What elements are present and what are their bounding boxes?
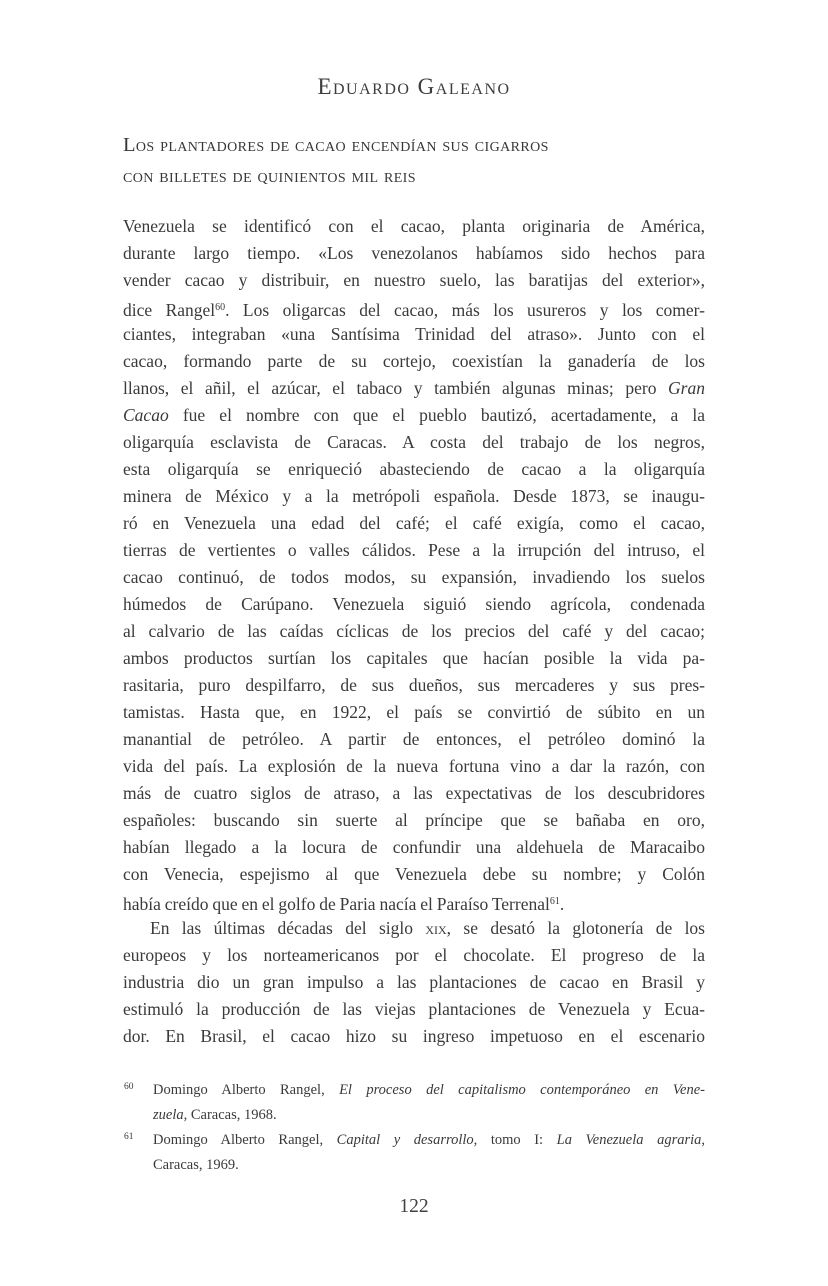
footnotes [123,1078,705,1178]
text-segment: , tomo I: [473,1132,557,1148]
text-line [123,429,705,456]
text-segment: . Los oligarcas del cacao, más los usureros y los comer- [225,300,705,320]
text-line [153,1128,705,1153]
footnote-reference: 60 [215,302,226,313]
text-segment: Caracas, 1969. [153,1157,239,1173]
text-segment: rasitaria, puro despilfarro, de sus dueños, sus mercaderes y sus pres- [123,675,705,695]
section-title [123,130,723,192]
text-segment: vender cacao y distribuir, en nuestro suelo, las baratijas del exterior», [123,270,705,290]
text-line [123,888,705,915]
text-segment: industria dio un gran impulso a las plantaciones de cacao en Brasil y [123,972,705,992]
paragraph [123,213,705,915]
text-line [123,456,705,483]
page-number: 122 [399,1196,429,1217]
text-line [153,1153,705,1178]
text-segment: Capital y desarrollo [336,1132,474,1148]
text-segment: El proceso del capitalismo contemporáneo en Vene- [339,1082,705,1098]
footnote-item [123,1128,705,1178]
text-line [123,294,705,321]
text-line [123,645,705,672]
text-segment: más de cuatro siglos de atraso, a las expectativas de los descubridores [123,783,705,803]
text-segment: ambos productos surtían los capitales que hacían posible la vida pa- [123,648,705,668]
text-segment: durante largo tiempo. «Los venezolanos habíamos sido hechos para [123,243,705,263]
footnote-text [153,1128,705,1178]
text-segment: ciantes, integraban «una Santísima Trinidad del atraso». Junto con el [123,324,705,344]
footnote-marker: 60 [124,1082,134,1092]
text-segment: xix [425,918,447,938]
footnote-marker: 61 [124,1132,134,1142]
text-line [123,969,705,996]
text-line [123,591,705,618]
text-line [123,726,705,753]
text-segment: vida del país. La explosión de la nueva fortuna vino a dar la razón, con [123,756,705,776]
text-line [123,699,705,726]
text-segment: manantial de petróleo. A partir de entonces, el petróleo dominó la [123,729,705,749]
text-segment: había creído que en el golfo de Paria nacía el Paraíso Terrenal [123,894,550,914]
text-segment: ró en Venezuela una edad del café; el café exigía, como el cacao, [123,513,705,533]
text-segment: habían llegado a la locura de confundir una aldehuela de Maracaibo [123,837,705,857]
text-segment: estimuló la producción de las viejas plantaciones de Venezuela y Ecua- [123,999,705,1019]
paragraph [123,915,705,1050]
text-line [123,834,705,861]
text-segment: dor. En Brasil, el cacao hizo su ingreso impetuoso en el escenario [123,1026,705,1046]
section-title-line-1: Los plantadores de cacao encendían sus cigarros [123,134,549,156]
text-line [123,375,705,402]
text-segment: dice Rangel [123,300,216,320]
text-segment: , Caracas, 1968. [183,1107,277,1123]
text-segment: , [701,1132,705,1148]
text-line [123,321,705,348]
text-line [123,510,705,537]
text-segment: minera de México y a la metrópoli española. Desde 1873, se inaugu- [123,486,705,506]
body-text [123,213,705,1050]
text-line [123,861,705,888]
text-segment: españoles: buscando sin suerte al príncipe que se bañaba en oro, [123,810,705,830]
text-segment: fue el nombre con que el pueblo bautizó, acertadamente, a la [168,405,705,425]
text-segment: Gran [668,378,705,398]
text-line [123,267,705,294]
text-line [123,1023,705,1050]
text-segment: Domingo Alberto Rangel, [153,1082,340,1098]
text-line [123,240,705,267]
text-line [123,942,705,969]
text-segment: con Venecia, espejismo al que Venezuela debe su nombre; y Colón [123,864,705,884]
running-header: Eduardo Galeano [317,74,511,99]
text-line [123,213,705,240]
text-line [153,1078,705,1103]
text-line [123,537,705,564]
text-segment: Domingo Alberto Rangel, [153,1132,337,1148]
text-segment: Venezuela se identificó con el cacao, planta originaria de América, [123,216,705,236]
text-line [123,402,705,429]
text-segment: , se desató la glotonería de los [446,918,705,938]
text-segment: oligarquía esclavista de Caracas. A costa del trabajo de los negros, [123,432,705,452]
text-line [123,780,705,807]
text-segment: Cacao [123,405,169,425]
text-segment: al calvario de las caídas cíclicas de los precios del café y del cacao; [123,621,705,641]
footnote-reference: 61 [549,896,560,907]
text-line [123,618,705,645]
text-segment: cacao continuó, de todos modos, su expansión, invadiendo los suelos [123,567,705,587]
text-line [123,564,705,591]
text-line [123,348,705,375]
footnote-text [153,1078,705,1128]
text-segment: En las últimas décadas del siglo [150,918,426,938]
text-segment: zuela [153,1107,184,1123]
text-line [123,996,705,1023]
text-segment: llanos, el añil, el azúcar, el tabaco y también algunas minas; pero [123,378,669,398]
text-line [153,1103,705,1128]
text-line [123,672,705,699]
text-line [123,807,705,834]
footnote-item [123,1078,705,1128]
text-line [123,915,705,942]
text-segment: cacao, formando parte de su cortejo, coexistían la ganadería de los [123,351,705,371]
section-title-line-2: con billetes de quinientos mil reis [123,165,416,187]
text-segment: . [559,894,565,914]
text-segment: tamistas. Hasta que, en 1922, el país se convirtió de súbito en un [123,702,705,722]
text-segment: tierras de vertientes o valles cálidos. Pese a la irrupción del intruso, el [123,540,705,560]
text-segment: La Venezuela agraria [556,1132,702,1148]
text-line [123,753,705,780]
text-segment: europeos y los norteamericanos por el chocolate. El progreso de la [123,945,705,965]
text-segment: húmedos de Carúpano. Venezuela siguió siendo agrícola, condenada [123,594,705,614]
text-segment: esta oligarquía se enriqueció abasteciendo de cacao a la oligarquía [123,459,705,479]
text-line [123,483,705,510]
